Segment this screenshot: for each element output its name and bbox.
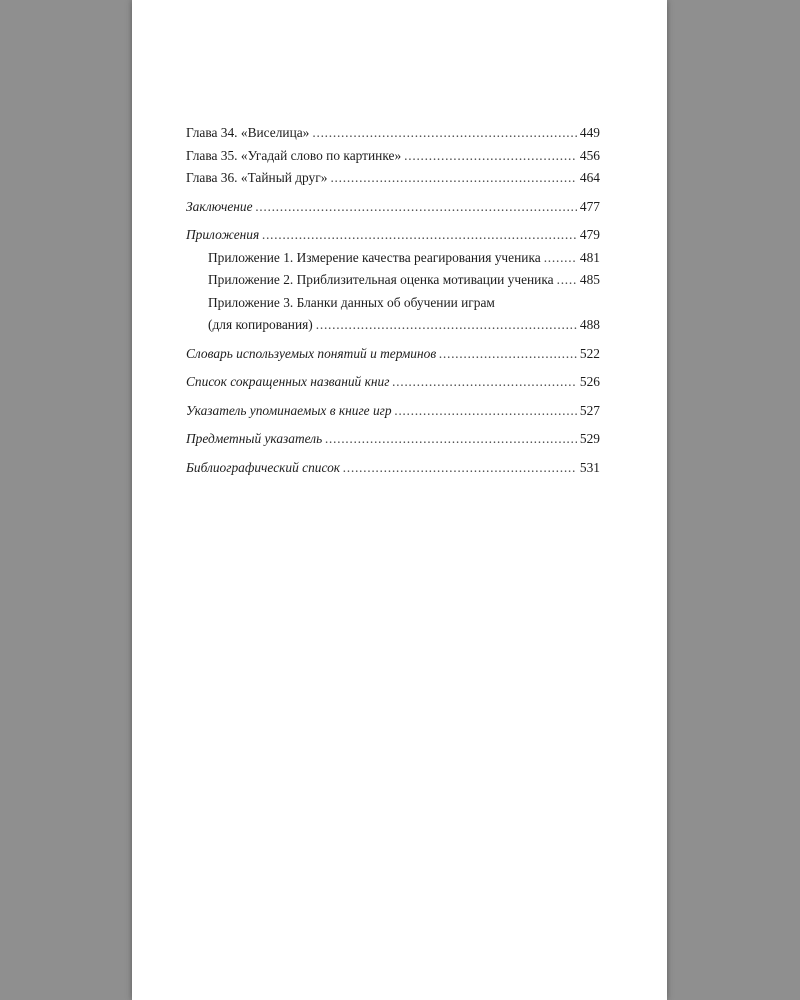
leader-dots xyxy=(330,167,576,190)
toc-entry-title: Список сокращенных названий книг xyxy=(186,374,390,389)
leader-dots xyxy=(557,269,577,292)
toc-entry-appendix-3-line1[interactable]: Приложение 3. Бланки данных об обучении играм xyxy=(208,294,495,310)
toc-entry-page: 488 xyxy=(579,317,600,332)
toc-entry-page: 527 xyxy=(579,402,600,418)
toc-entry-title: Словарь используемых понятий и терминов xyxy=(186,345,437,361)
book-page xyxy=(132,0,667,1000)
toc-entry-chapter-35[interactable] xyxy=(186,145,600,168)
toc-entry-appendices[interactable] xyxy=(186,224,600,247)
toc-entry-page: 522 xyxy=(579,345,600,361)
toc-entry-title: Предметный указатель xyxy=(186,431,323,446)
toc-entry-appendix-3[interactable] xyxy=(186,314,600,337)
toc-entry-page: 477 xyxy=(579,198,600,214)
toc-entry-title: Заключение xyxy=(186,198,253,214)
table-of-contents xyxy=(186,122,600,479)
leader-dots xyxy=(404,145,577,168)
leader-dots xyxy=(262,224,577,247)
leader-dots xyxy=(395,400,577,423)
toc-entry-page: 485 xyxy=(579,272,600,287)
leader-dots xyxy=(544,247,577,270)
toc-entry-appendix-2[interactable] xyxy=(186,269,600,292)
leader-dots xyxy=(312,122,577,145)
toc-entry-title: Указатель упоминаемых в книге игр xyxy=(186,402,392,418)
toc-entry-title: Глава 35. «Угадай слово по картинке» xyxy=(186,147,402,163)
leader-dots xyxy=(325,428,577,451)
toc-entry-page: 464 xyxy=(579,170,600,185)
toc-entry-chapter-36[interactable] xyxy=(186,167,600,190)
toc-entry-conclusion[interactable] xyxy=(186,196,600,219)
toc-entry-page: 449 xyxy=(579,125,600,140)
toc-entry-title: Приложения xyxy=(186,227,260,242)
toc-entry-title: (для копирования) xyxy=(208,317,313,332)
toc-entry-title: Приложение 2. Приблизительная оценка мотивации ученика xyxy=(208,272,554,287)
toc-entry-title: Приложение 1. Измерение качества реагирования ученика xyxy=(208,249,541,265)
leader-dots xyxy=(439,343,577,366)
toc-entry-title: Глава 36. «Тайный друг» xyxy=(186,170,328,185)
toc-entry-glossary[interactable] xyxy=(186,343,600,366)
toc-entry-page: 526 xyxy=(579,374,600,389)
leader-dots xyxy=(316,314,577,337)
toc-entry-chapter-34[interactable] xyxy=(186,122,600,145)
leader-dots xyxy=(256,196,577,219)
leader-dots xyxy=(343,457,577,480)
toc-entry-page: 456 xyxy=(579,147,600,163)
toc-entry-title: Глава 34. «Виселица» xyxy=(186,125,310,140)
toc-entry-page: 479 xyxy=(579,227,600,242)
toc-entry-abbreviations[interactable] xyxy=(186,371,600,394)
toc-entry-title: Библиографический список xyxy=(186,459,341,475)
toc-entry-games-index[interactable] xyxy=(186,400,600,423)
toc-entry-appendix-1[interactable] xyxy=(186,247,600,270)
toc-entry-bibliography[interactable] xyxy=(186,457,600,480)
toc-entry-page: 529 xyxy=(579,431,600,446)
toc-entry-subject-index[interactable] xyxy=(186,428,600,451)
toc-entry-page: 481 xyxy=(579,249,600,265)
leader-dots xyxy=(392,371,576,394)
toc-entry-page: 531 xyxy=(579,459,600,475)
